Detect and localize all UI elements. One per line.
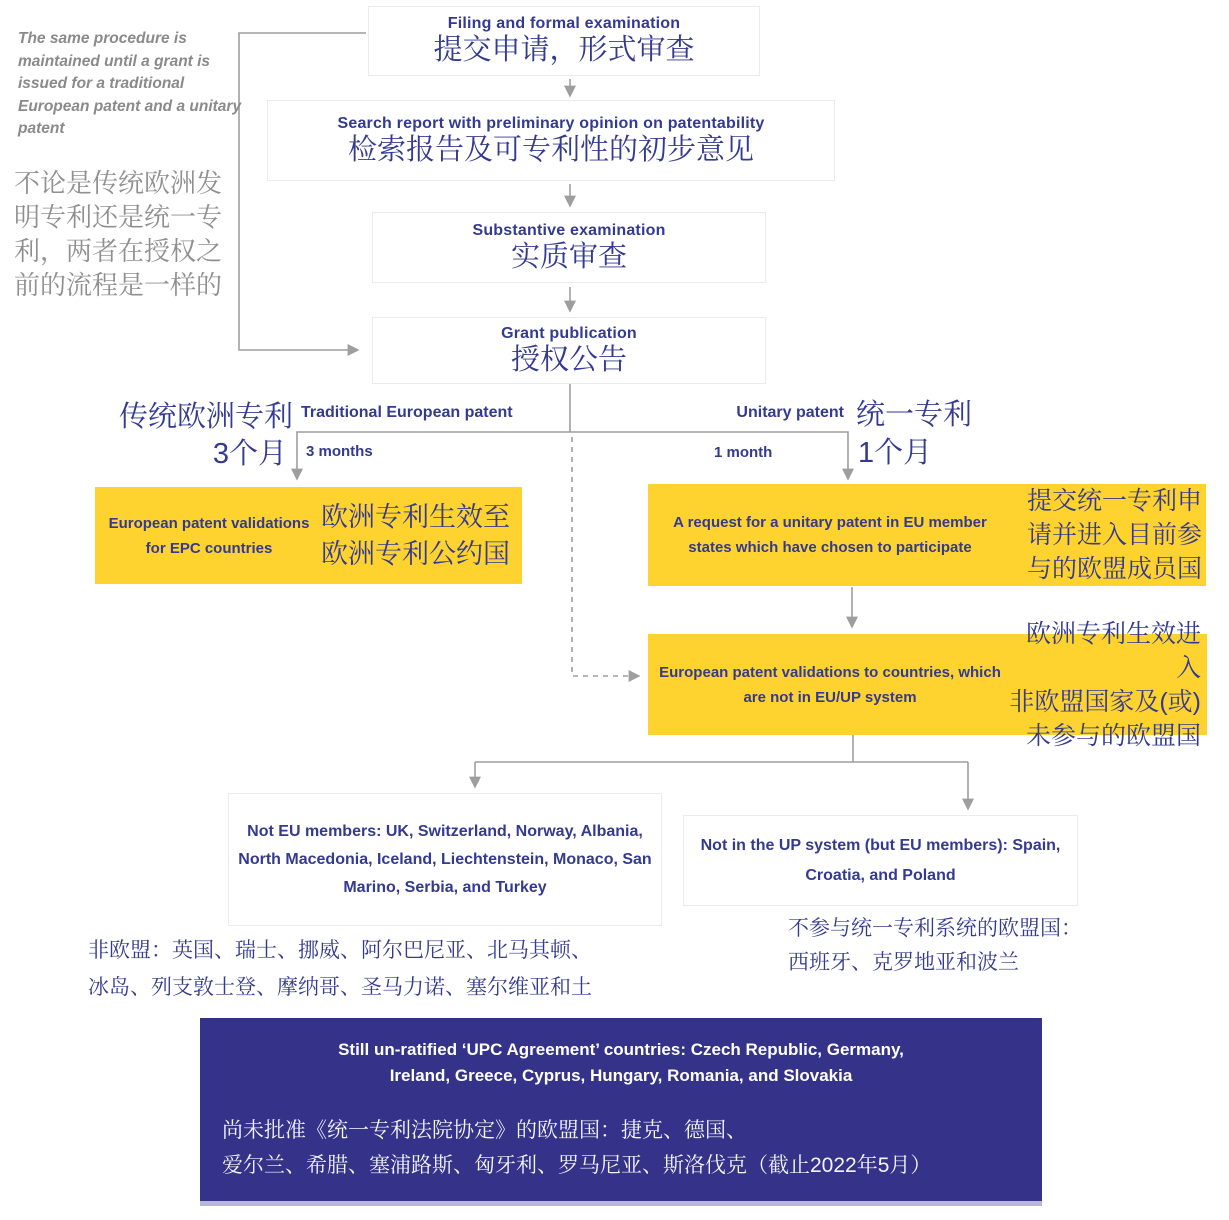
box-not-eu-members — [228, 793, 662, 926]
box-search-report — [267, 100, 835, 181]
box-not-eu-members-en: Not EU members: UK, Switzerland, Norway, Albania, North Macedonia, Iceland, Liechtenstein, Monaco, San Marino, Serbia, and Turkey — [238, 822, 652, 896]
annotation-not-eu-zh: 非欧盟：英国、瑞士、挪威、阿尔巴尼亚、北马其顿、 冰岛、列支敦士登、摩纳哥、圣马力诺、塞尔维亚和土 — [88, 939, 592, 999]
box-substantive-exam — [372, 212, 766, 283]
box-filing-zh: 提交申请，形式审查 — [433, 34, 695, 67]
side-note-english: The same procedure is maintained until a grant is issued for a traditional European patent and a unitary patent — [18, 30, 242, 137]
label-traditional-en: Traditional European patent — [301, 404, 513, 421]
box-grant-publication — [372, 317, 766, 384]
box-non-eu-up-validation — [648, 619, 1207, 750]
box-search-report-zh: 检索报告及可专利性的初步意见 — [347, 133, 754, 166]
box-epc-validation-en: European patent validations for EPC countries — [108, 514, 310, 557]
label-3-months-en: 3 months — [306, 443, 373, 460]
footer-unratified-box — [200, 1018, 1042, 1206]
annotation-not-up-zh: 不参与统一专利系统的欧盟国： 西班牙、克罗地亚和波兰 — [788, 917, 1082, 974]
branch-right — [570, 432, 848, 477]
box-unitary-request-en: A request for a unitary patent in EU member states which have chosen to participate — [673, 514, 987, 556]
box-substantive-exam-zh: 实质审查 — [510, 240, 627, 273]
footer-unratified-en: Still un-ratified ‘UPC Agreement’ countries: Czech Republic, Germany, Ireland, Greece, Cyprus, Hungary, Romania, and Slovakia — [338, 1040, 904, 1085]
box-grant-publication-en: Grant publication — [501, 324, 637, 342]
box-unitary-request-zh: 提交统一专利申 请并进入目前参 与的欧盟成员国 — [1026, 487, 1202, 583]
box-filing-en: Filing and formal examination — [447, 15, 681, 33]
box-not-up-system — [683, 815, 1078, 906]
box-epc-validation-zh: 欧洲专利生效至 欧洲专利公约国 — [321, 501, 510, 569]
same-procedure-bracket — [239, 33, 366, 350]
footer-unratified-zh: 尚未批准《统一专利法院协定》的欧盟国：捷克、德国、 爱尔兰、希腊、塞浦路斯、匈牙利、罗马尼亚、斯洛伐克（截止2022年5月） — [222, 1119, 932, 1177]
box-filing — [368, 6, 760, 76]
label-unitary-en: Unitary patent — [736, 404, 844, 421]
box-search-report-en: Search report with preliminary opinion on patentability — [337, 114, 765, 132]
label-unitary-zh: 统一专利 — [856, 399, 973, 431]
box-not-up-system-en: Not in the UP system (but EU members): Spain, Croatia, and Poland — [700, 836, 1061, 884]
dashed-traditional-to-validation — [572, 437, 637, 676]
box-grant-publication-zh: 授权公告 — [510, 343, 627, 376]
box-substantive-exam-en: Substantive examination — [472, 221, 666, 239]
box-non-eu-up-validation-en: European patent validations to countries, which are not in EU/UP system — [659, 663, 1001, 706]
side-note-chinese: 不论是传统欧洲发明专利还是统一专利，两者在授权之前的流程是一样的 — [14, 168, 223, 300]
label-1-month-zh: 1个月 — [858, 437, 933, 469]
label-1-month-en: 1 month — [714, 444, 773, 461]
box-non-eu-up-validation-zh: 欧洲专利生效进入 非欧盟国家及(或) 未参与的欧盟国 — [1009, 619, 1201, 750]
box-epc-validation — [95, 487, 522, 584]
label-3-months-zh: 3个月 — [212, 438, 287, 470]
box-unitary-request — [648, 484, 1206, 586]
label-traditional-zh: 传统欧洲专利 — [118, 401, 293, 433]
